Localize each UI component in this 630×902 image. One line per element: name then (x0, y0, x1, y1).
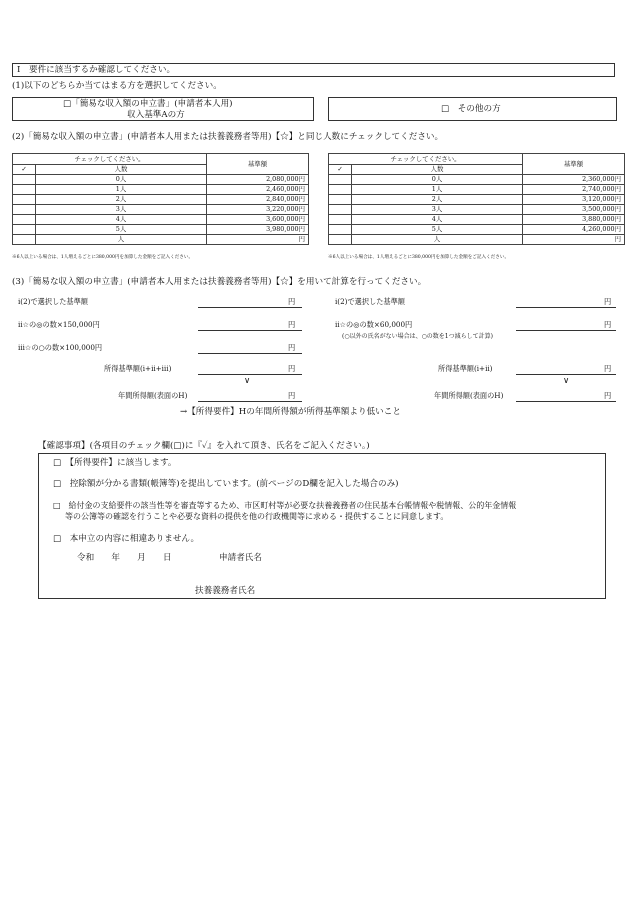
check-cell[interactable] (13, 185, 36, 195)
table-row: 人 円 (13, 235, 309, 245)
yen-label: 円 (288, 391, 296, 400)
check-cell[interactable] (13, 215, 36, 225)
header-people: 人数 (352, 165, 523, 175)
table-row: 1人 2,460,000円 (13, 185, 309, 195)
check-cell[interactable] (329, 175, 352, 185)
left-i-label: ⅰ(2)で選択した基準額 (18, 297, 88, 306)
income-requirement-note: →【所得要件】Hの年間所得額が所得基準額より低いこと (180, 407, 401, 417)
check-cell[interactable] (329, 225, 352, 235)
right-annual-label: 年間所得額(表面のH) (434, 391, 504, 400)
right-ii-note: (○以外の氏名がない場合は、○の数を1つ減らして計算) (342, 333, 493, 340)
left-iii-field[interactable] (198, 343, 302, 354)
confirm-item-3[interactable]: □ 給付金の支給要件の該当性等を審査等するため、市区町村等が必要な扶養義務者の住民基本台帳情報や税情報、公的年金情報 (53, 501, 517, 510)
check-cell[interactable] (329, 205, 352, 215)
option-a-label: □「簡易な収入額の申立書」(申請者本人用) (63, 99, 233, 109)
table-row: 2人 2,840,000円 (13, 195, 309, 205)
header-amount: 基準額 (523, 154, 625, 175)
table-b-note: ※6人以上いる場合は、1人増えるごとに380,000円を加算した金額をご記入ください。 (328, 255, 510, 260)
header-check: チェックしてください。 (13, 154, 207, 165)
option-b-box[interactable] (328, 97, 617, 121)
standard-table-a (12, 153, 309, 245)
right-i-label: ⅰ(2)で選択した基準額 (335, 297, 405, 306)
yen-label: 円 (604, 364, 612, 373)
left-total-label: 所得基準額(ⅰ+ⅱ+ⅲ) (104, 364, 172, 373)
section-3-title: (3)「簡易な収入額の申立書」(申請者本人用または扶養義務者等用)【☆】を用いて計算を行ってください。 (12, 277, 427, 287)
left-annual-field[interactable] (198, 391, 302, 402)
table-row: 3人 3,500,000円 (329, 205, 625, 215)
yen-label: 円 (288, 343, 296, 352)
confirm-item-4[interactable]: □ 本申立の内容に相違ありません。 (53, 534, 200, 544)
header-people: 人数 (36, 165, 207, 175)
right-total-label: 所得基準額(ⅰ+ⅱ) (438, 364, 493, 373)
yen-label: 円 (604, 391, 612, 400)
check-cell[interactable] (329, 195, 352, 205)
check-cell[interactable] (329, 185, 352, 195)
yen-label: 円 (604, 297, 612, 306)
left-total-field[interactable] (198, 364, 302, 375)
table-a-note: ※6人以上いる場合は、1人増えるごとに380,000円を加算した金額をご記入ください。 (12, 255, 194, 260)
check-cell[interactable] (329, 215, 352, 225)
confirm-item-3-cont: 等の公簿等の確認を行うことや必要な資料の提供を他の行政機関等に求める・提供することに同意します。 (65, 512, 449, 521)
question-1: (1)以下のどちらか当てはまる方を選択してください。 (12, 81, 222, 91)
confirm-title: 【確認事項】(各項目のチェック欄(□)に『✓』を入れて頂き、氏名をご記入ください。) (38, 441, 370, 451)
table-row: 5人 4,260,000円 (329, 225, 625, 235)
confirm-item-2[interactable]: □ 控除額が分かる書類(帳簿等)を提出しています。(前ページのD欄を記入した場合のみ) (53, 479, 399, 489)
table-row: 人 円 (329, 235, 625, 245)
confirm-item-1[interactable]: □ 【所得要件】に該当します。 (53, 458, 177, 468)
header-check: チェックしてください。 (329, 154, 523, 165)
applicant-name-label: 申請者氏名 (219, 553, 262, 563)
check-cell[interactable] (329, 235, 352, 245)
option-b-label: □ その他の方 (441, 104, 501, 114)
right-compare-sign: ∨ (563, 376, 570, 386)
yen-label: 円 (288, 364, 296, 373)
table-row: 4人 3,880,000円 (329, 215, 625, 225)
yen-label: 円 (288, 297, 296, 306)
right-ii-label: ⅱ☆の◎の数×60,000円 (335, 320, 413, 329)
section-title: Ⅰ 要件に該当するか確認してください。 (12, 63, 615, 77)
check-cell[interactable] (13, 195, 36, 205)
left-ii-field[interactable] (198, 320, 302, 331)
standard-table-b (328, 153, 625, 245)
table-row: 0人 2,080,000円 (13, 175, 309, 185)
table-row: 5人 3,980,000円 (13, 225, 309, 235)
check-cell[interactable] (13, 225, 36, 235)
left-compare-sign: ∨ (244, 376, 251, 386)
option-a-box[interactable] (12, 97, 314, 121)
right-ii-field[interactable] (516, 320, 616, 331)
check-cell[interactable] (13, 205, 36, 215)
left-iii-label: ⅲ☆の○の数×100,000円 (18, 343, 103, 352)
left-i-field[interactable] (198, 297, 302, 308)
left-annual-label: 年間所得額(表面のH) (118, 391, 188, 400)
header-amount: 基準額 (207, 154, 309, 175)
table-row: 0人 2,360,000円 (329, 175, 625, 185)
question-2: (2)「簡易な収入額の申立書」(申請者本人用または扶養義務者等用)【☆】と同じ人数にチェックしてください。 (12, 132, 444, 142)
table-row: 4人 3,600,000円 (13, 215, 309, 225)
table-row: 1人 2,740,000円 (329, 185, 625, 195)
date-field[interactable]: 令和 年 月 日 (77, 553, 172, 563)
header-check-mark: ✓ (13, 165, 36, 175)
yen-label: 円 (288, 320, 296, 329)
header-check-mark: ✓ (329, 165, 352, 175)
table-row: 2人 3,120,000円 (329, 195, 625, 205)
left-ii-label: ⅱ☆の◎の数×150,000円 (18, 320, 100, 329)
check-cell[interactable] (13, 175, 36, 185)
guardian-name-label: 扶養義務者氏名 (195, 586, 256, 596)
right-i-field[interactable] (516, 297, 616, 308)
right-annual-field[interactable] (516, 391, 616, 402)
table-row: 3人 3,220,000円 (13, 205, 309, 215)
option-a-sub: 収入基準Aの方 (127, 110, 185, 120)
yen-label: 円 (604, 320, 612, 329)
right-total-field[interactable] (516, 364, 616, 375)
confirm-box (38, 453, 606, 599)
check-cell[interactable] (13, 235, 36, 245)
